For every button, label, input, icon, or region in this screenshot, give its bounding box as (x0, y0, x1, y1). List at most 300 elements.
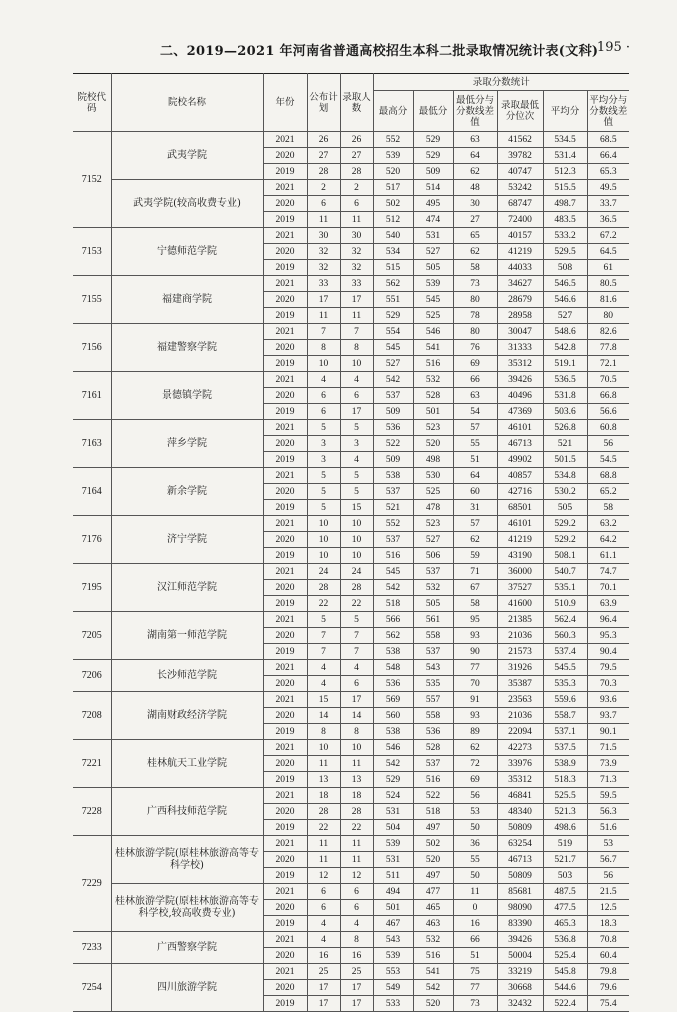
cell-min: 528 (413, 740, 453, 756)
cell-diff: 36 (453, 836, 497, 852)
cell-rank: 21385 (497, 612, 543, 628)
cell-admitted: 17 (340, 292, 373, 308)
cell-min: 532 (413, 372, 453, 388)
cell-year: 2021 (263, 420, 307, 436)
cell-max: 562 (373, 276, 413, 292)
cell-avg: 527 (543, 308, 587, 324)
cell-plan: 33 (307, 276, 340, 292)
cell-admitted: 14 (340, 708, 373, 724)
cell-avg-diff: 66.8 (587, 388, 629, 404)
cell-avg: 525.5 (543, 788, 587, 804)
cell-min: 539 (413, 276, 453, 292)
cell-avg-diff: 64.5 (587, 244, 629, 260)
cell-avg: 534.8 (543, 468, 587, 484)
cell-admitted: 5 (340, 612, 373, 628)
table-row (73, 836, 629, 852)
cell-min: 561 (413, 612, 453, 628)
cell-max: 531 (373, 852, 413, 868)
cell-min: 518 (413, 804, 453, 820)
cell-max: 511 (373, 868, 413, 884)
cell-max: 538 (373, 644, 413, 660)
table-row (73, 564, 629, 580)
cell-plan: 28 (307, 164, 340, 180)
cell-min: 537 (413, 756, 453, 772)
cell-year: 2021 (263, 324, 307, 340)
cell-rank: 83390 (497, 916, 543, 932)
cell-admitted: 4 (340, 372, 373, 388)
cell-avg: 483.5 (543, 212, 587, 228)
cell-avg-diff: 61 (587, 260, 629, 276)
cell-avg: 508.1 (543, 548, 587, 564)
cell-rank: 68501 (497, 500, 543, 516)
cell-rank: 31926 (497, 660, 543, 676)
cell-rank: 49902 (497, 452, 543, 468)
cell-diff: 65 (453, 228, 497, 244)
cell-avg: 465.3 (543, 916, 587, 932)
cell-max: 553 (373, 964, 413, 980)
cell-max: 527 (373, 356, 413, 372)
cell-avg-diff: 70.8 (587, 932, 629, 948)
cell-rank: 68747 (497, 196, 543, 212)
cell-diff: 51 (453, 948, 497, 964)
cell-avg-diff: 71.5 (587, 740, 629, 756)
cell-year: 2021 (263, 276, 307, 292)
cell-year: 2019 (263, 308, 307, 324)
cell-avg-diff: 68.5 (587, 132, 629, 148)
cell-avg: 545.5 (543, 660, 587, 676)
cell-diff: 50 (453, 820, 497, 836)
cell-admitted: 33 (340, 276, 373, 292)
school-name: 桂林旅游学院(原桂林旅游高等专科学校,较高收费专业) (111, 884, 263, 932)
table-row (73, 740, 629, 756)
cell-rank: 35387 (497, 676, 543, 692)
cell-rank: 28958 (497, 308, 543, 324)
col-header-admitted: 录取人数 (340, 74, 373, 132)
cell-max: 562 (373, 628, 413, 644)
cell-plan: 7 (307, 644, 340, 660)
col-header-min: 最低分 (413, 91, 453, 132)
col-header-name: 院校名称 (111, 74, 263, 132)
cell-year: 2019 (263, 356, 307, 372)
cell-plan: 4 (307, 676, 340, 692)
school-code: 7153 (73, 228, 111, 276)
cell-year: 2019 (263, 996, 307, 1012)
table-row (73, 964, 629, 980)
cell-plan: 12 (307, 868, 340, 884)
cell-rank: 39426 (497, 372, 543, 388)
cell-min: 525 (413, 484, 453, 500)
cell-rank: 85681 (497, 884, 543, 900)
cell-rank: 46101 (497, 420, 543, 436)
table-row (73, 788, 629, 804)
cell-avg-diff: 63.2 (587, 516, 629, 532)
col-header-code: 院校代码 (73, 74, 111, 132)
cell-max: 546 (373, 740, 413, 756)
cell-year: 2020 (263, 340, 307, 356)
table-row (73, 180, 629, 196)
col-header-avg-diff: 平均分与分数线差值 (587, 91, 629, 132)
cell-avg-diff: 56 (587, 868, 629, 884)
cell-diff: 90 (453, 644, 497, 660)
school-code: 7233 (73, 932, 111, 964)
cell-rank: 39782 (497, 148, 543, 164)
cell-avg-diff: 67.2 (587, 228, 629, 244)
cell-plan: 16 (307, 948, 340, 964)
cell-diff: 73 (453, 276, 497, 292)
cell-min: 525 (413, 308, 453, 324)
cell-min: 505 (413, 260, 453, 276)
cell-year: 2021 (263, 468, 307, 484)
cell-diff: 71 (453, 564, 497, 580)
cell-avg: 562.4 (543, 612, 587, 628)
cell-rank: 50004 (497, 948, 543, 964)
cell-diff: 80 (453, 324, 497, 340)
table-row (73, 228, 629, 244)
cell-diff: 31 (453, 500, 497, 516)
cell-max: 566 (373, 612, 413, 628)
school-code: 7163 (73, 420, 111, 468)
cell-avg-diff: 59.5 (587, 788, 629, 804)
cell-plan: 11 (307, 836, 340, 852)
cell-year: 2019 (263, 724, 307, 740)
cell-diff: 57 (453, 420, 497, 436)
cell-min: 531 (413, 228, 453, 244)
cell-plan: 27 (307, 148, 340, 164)
cell-avg-diff: 93.6 (587, 692, 629, 708)
cell-admitted: 7 (340, 324, 373, 340)
cell-max: 537 (373, 388, 413, 404)
cell-year: 2020 (263, 196, 307, 212)
cell-plan: 6 (307, 884, 340, 900)
cell-plan: 7 (307, 324, 340, 340)
cell-avg-diff: 60.8 (587, 420, 629, 436)
cell-plan: 32 (307, 260, 340, 276)
cell-avg-diff: 70.1 (587, 580, 629, 596)
cell-max: 494 (373, 884, 413, 900)
cell-year: 2019 (263, 164, 307, 180)
cell-plan: 10 (307, 740, 340, 756)
cell-admitted: 10 (340, 740, 373, 756)
cell-year: 2019 (263, 548, 307, 564)
cell-min: 535 (413, 676, 453, 692)
cell-max: 545 (373, 340, 413, 356)
cell-max: 515 (373, 260, 413, 276)
cell-plan: 8 (307, 724, 340, 740)
cell-year: 2020 (263, 484, 307, 500)
cell-diff: 76 (453, 340, 497, 356)
cell-max: 548 (373, 660, 413, 676)
table-body (73, 132, 629, 1012)
cell-plan: 22 (307, 820, 340, 836)
cell-min: 505 (413, 596, 453, 612)
cell-rank: 46713 (497, 436, 543, 452)
cell-rank: 39426 (497, 932, 543, 948)
cell-avg: 531.4 (543, 148, 587, 164)
cell-avg: 519 (543, 836, 587, 852)
cell-year: 2019 (263, 260, 307, 276)
cell-rank: 35312 (497, 356, 543, 372)
cell-avg: 515.5 (543, 180, 587, 196)
cell-diff: 77 (453, 980, 497, 996)
cell-diff: 30 (453, 196, 497, 212)
cell-rank: 21036 (497, 708, 543, 724)
cell-avg: 535.1 (543, 580, 587, 596)
cell-plan: 18 (307, 788, 340, 804)
cell-diff: 53 (453, 804, 497, 820)
cell-diff: 78 (453, 308, 497, 324)
cell-admitted: 28 (340, 164, 373, 180)
cell-avg-diff: 75.4 (587, 996, 629, 1012)
table-row (73, 660, 629, 676)
cell-rank: 50809 (497, 820, 543, 836)
cell-plan: 28 (307, 804, 340, 820)
cell-plan: 11 (307, 308, 340, 324)
table-row (73, 468, 629, 484)
cell-plan: 6 (307, 900, 340, 916)
cell-admitted: 6 (340, 388, 373, 404)
cell-diff: 51 (453, 452, 497, 468)
cell-year: 2019 (263, 596, 307, 612)
cell-plan: 10 (307, 356, 340, 372)
cell-max: 501 (373, 900, 413, 916)
cell-admitted: 7 (340, 628, 373, 644)
page-title: 二、2019—2021 年河南省普通高校招生本科二批录取情况统计表(文科) (160, 44, 599, 59)
cell-rank: 98090 (497, 900, 543, 916)
cell-rank: 41219 (497, 244, 543, 260)
cell-min: 558 (413, 628, 453, 644)
table-row (73, 612, 629, 628)
cell-rank: 28679 (497, 292, 543, 308)
col-header-diff: 最低分与分数线差值 (453, 91, 497, 132)
cell-rank: 21573 (497, 644, 543, 660)
cell-avg-diff: 65.2 (587, 484, 629, 500)
admission-stats-table (73, 73, 629, 1012)
cell-max: 569 (373, 692, 413, 708)
cell-rank: 22094 (497, 724, 543, 740)
cell-avg-diff: 79.5 (587, 660, 629, 676)
cell-max: 552 (373, 516, 413, 532)
cell-avg-diff: 70.3 (587, 676, 629, 692)
cell-max: 543 (373, 932, 413, 948)
cell-avg: 498.6 (543, 820, 587, 836)
school-name: 新余学院 (111, 468, 263, 516)
cell-diff: 54 (453, 404, 497, 420)
cell-min: 463 (413, 916, 453, 932)
school-code: 7229 (73, 836, 111, 932)
cell-max: 518 (373, 596, 413, 612)
cell-admitted: 22 (340, 820, 373, 836)
cell-year: 2020 (263, 708, 307, 724)
cell-year: 2021 (263, 932, 307, 948)
cell-max: 560 (373, 708, 413, 724)
cell-admitted: 17 (340, 996, 373, 1012)
cell-plan: 11 (307, 212, 340, 228)
cell-rank: 30668 (497, 980, 543, 996)
cell-admitted: 17 (340, 404, 373, 420)
cell-rank: 47369 (497, 404, 543, 420)
cell-avg: 542.8 (543, 340, 587, 356)
cell-max: 509 (373, 452, 413, 468)
cell-diff: 75 (453, 964, 497, 980)
table-row (73, 420, 629, 436)
cell-avg-diff: 66.4 (587, 148, 629, 164)
cell-year: 2020 (263, 292, 307, 308)
school-name: 景德镇学院 (111, 372, 263, 420)
cell-rank: 40747 (497, 164, 543, 180)
cell-avg: 558.7 (543, 708, 587, 724)
cell-plan: 17 (307, 996, 340, 1012)
cell-diff: 93 (453, 708, 497, 724)
cell-rank: 33219 (497, 964, 543, 980)
cell-year: 2020 (263, 580, 307, 596)
cell-year: 2021 (263, 692, 307, 708)
cell-avg: 545.8 (543, 964, 587, 980)
cell-diff: 48 (453, 180, 497, 196)
cell-avg: 531.8 (543, 388, 587, 404)
school-name: 桂林旅游学院(原桂林旅游高等专科学校) (111, 836, 263, 884)
cell-max: 517 (373, 180, 413, 196)
cell-admitted: 11 (340, 308, 373, 324)
school-code: 7221 (73, 740, 111, 788)
cell-avg: 487.5 (543, 884, 587, 900)
cell-year: 2021 (263, 180, 307, 196)
cell-plan: 5 (307, 484, 340, 500)
cell-year: 2020 (263, 436, 307, 452)
cell-diff: 16 (453, 916, 497, 932)
cell-year: 2019 (263, 404, 307, 420)
cell-avg-diff: 79.6 (587, 980, 629, 996)
cell-avg-diff: 80 (587, 308, 629, 324)
cell-min: 530 (413, 468, 453, 484)
cell-admitted: 6 (340, 196, 373, 212)
cell-avg: 530.2 (543, 484, 587, 500)
cell-min: 498 (413, 452, 453, 468)
cell-plan: 10 (307, 548, 340, 564)
cell-rank: 42273 (497, 740, 543, 756)
cell-avg-diff: 72.1 (587, 356, 629, 372)
school-name: 济宁学院 (111, 516, 263, 564)
cell-rank: 33976 (497, 756, 543, 772)
cell-max: 520 (373, 164, 413, 180)
cell-diff: 91 (453, 692, 497, 708)
cell-diff: 11 (453, 884, 497, 900)
cell-avg: 546.6 (543, 292, 587, 308)
cell-plan: 10 (307, 532, 340, 548)
cell-min: 541 (413, 340, 453, 356)
cell-rank: 44033 (497, 260, 543, 276)
cell-admitted: 6 (340, 900, 373, 916)
cell-min: 520 (413, 852, 453, 868)
cell-avg: 538.9 (543, 756, 587, 772)
cell-max: 504 (373, 820, 413, 836)
cell-avg: 537.4 (543, 644, 587, 660)
cell-avg-diff: 56.6 (587, 404, 629, 420)
cell-plan: 24 (307, 564, 340, 580)
cell-avg-diff: 54.5 (587, 452, 629, 468)
cell-diff: 27 (453, 212, 497, 228)
cell-avg-diff: 63.9 (587, 596, 629, 612)
cell-plan: 6 (307, 388, 340, 404)
cell-rank: 48340 (497, 804, 543, 820)
cell-plan: 17 (307, 980, 340, 996)
cell-min: 502 (413, 836, 453, 852)
cell-diff: 64 (453, 148, 497, 164)
cell-min: 497 (413, 820, 453, 836)
table-row (73, 884, 629, 900)
cell-year: 2020 (263, 628, 307, 644)
col-header-year: 年份 (263, 74, 307, 132)
cell-avg-diff: 21.5 (587, 884, 629, 900)
cell-rank: 63254 (497, 836, 543, 852)
cell-year: 2021 (263, 884, 307, 900)
cell-diff: 50 (453, 868, 497, 884)
cell-avg-diff: 74.7 (587, 564, 629, 580)
cell-diff: 67 (453, 580, 497, 596)
cell-max: 516 (373, 548, 413, 564)
cell-rank: 36000 (497, 564, 543, 580)
cell-admitted: 4 (340, 916, 373, 932)
cell-avg-diff: 70.5 (587, 372, 629, 388)
cell-max: 502 (373, 196, 413, 212)
cell-max: 552 (373, 132, 413, 148)
cell-admitted: 10 (340, 548, 373, 564)
cell-admitted: 32 (340, 260, 373, 276)
cell-min: 537 (413, 564, 453, 580)
cell-avg-diff: 33.7 (587, 196, 629, 212)
cell-year: 2019 (263, 452, 307, 468)
cell-rank: 40857 (497, 468, 543, 484)
cell-diff: 70 (453, 676, 497, 692)
cell-max: 534 (373, 244, 413, 260)
cell-plan: 30 (307, 228, 340, 244)
cell-year: 2019 (263, 644, 307, 660)
cell-avg-diff: 53 (587, 836, 629, 852)
cell-avg-diff: 56.3 (587, 804, 629, 820)
cell-year: 2020 (263, 244, 307, 260)
cell-max: 554 (373, 324, 413, 340)
cell-avg: 510.9 (543, 596, 587, 612)
school-code: 7161 (73, 372, 111, 420)
cell-avg: 544.6 (543, 980, 587, 996)
cell-avg: 519.1 (543, 356, 587, 372)
table-row (73, 132, 629, 148)
cell-diff: 59 (453, 548, 497, 564)
school-name: 武夷学院(较高收费专业) (111, 180, 263, 228)
cell-min: 509 (413, 164, 453, 180)
col-header-stats-group: 录取分数统计 (373, 74, 629, 91)
cell-plan: 14 (307, 708, 340, 724)
cell-year: 2021 (263, 228, 307, 244)
cell-min: 465 (413, 900, 453, 916)
cell-admitted: 25 (340, 964, 373, 980)
cell-avg: 534.5 (543, 132, 587, 148)
school-code: 7152 (73, 132, 111, 228)
cell-avg: 522.4 (543, 996, 587, 1012)
cell-plan: 6 (307, 196, 340, 212)
cell-avg: 503 (543, 868, 587, 884)
cell-plan: 15 (307, 692, 340, 708)
cell-plan: 5 (307, 420, 340, 436)
cell-min: 546 (413, 324, 453, 340)
cell-min: 478 (413, 500, 453, 516)
cell-diff: 62 (453, 244, 497, 260)
cell-admitted: 10 (340, 532, 373, 548)
cell-rank: 43190 (497, 548, 543, 564)
cell-min: 474 (413, 212, 453, 228)
cell-plan: 3 (307, 436, 340, 452)
cell-min: 536 (413, 724, 453, 740)
cell-avg: 533.2 (543, 228, 587, 244)
